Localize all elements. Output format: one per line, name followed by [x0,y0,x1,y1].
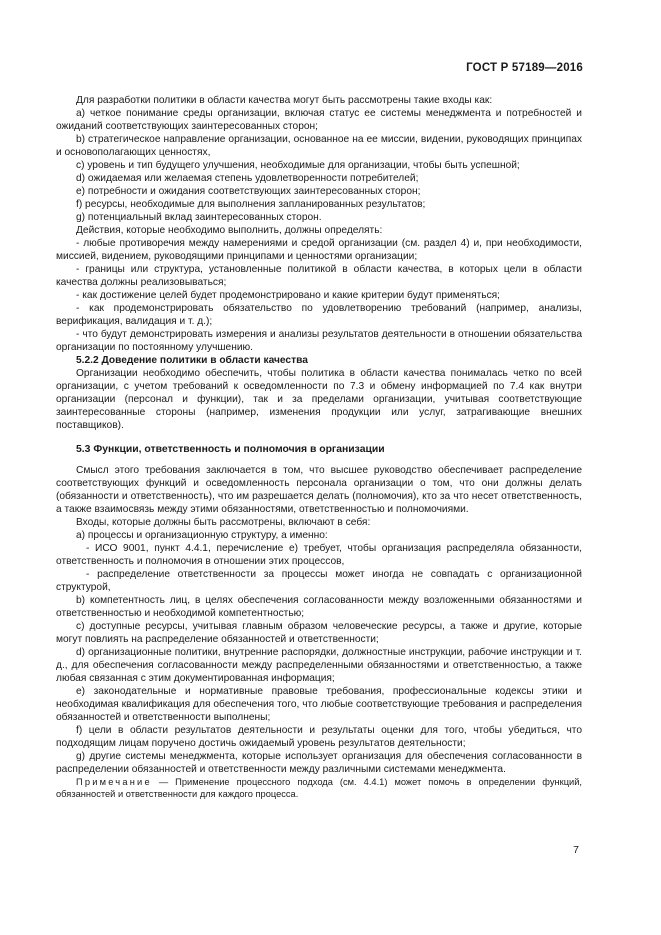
list-item: g) другие системы менеджмента, которые использует организация для обеспечения согласованности в распределении обязанностей и ответственности между различными системами менеджмента. [56,751,582,775]
paragraph: Действия, которые необходимо выполнить, должны определять: [76,225,383,236]
page-number: 7 [573,844,579,856]
list-item: - как продемонстрировать обязательство по удовлетворению требований (например, анализы, верификация, валидация и т. д.); [56,303,582,327]
note [56,776,582,800]
list-item: d) ожидаемая или желаемая степень удовлетворенности потребителей; [76,173,419,184]
list-item: f) цели в области результатов деятельности и результаты оценки для того, чтобы убедиться, что подходящим лицам поручено достичь ожидаемый уровень результатов деятельности; [56,725,582,749]
list-item: - границы или структура, установленные политикой в области качества, в которых цели в области качества должны реализовываться; [56,264,582,288]
section-heading: 5.3 Функции, ответственность и полномочия в организации [76,444,385,455]
paragraph: Входы, которые должны быть рассмотрены, включают в себя: [76,517,371,528]
nested-list-item: - ИСО 9001, пункт 4.4.1, перечисление е) требует, чтобы организация распределяла обязанности, ответственность и полномочия в отношении этих процессов, [56,543,582,567]
list-item: f) ресурсы, необходимые для выполнения запланированных результатов; [76,199,426,210]
list-item: b) компетентность лиц, в целях обеспечения согласованности между возложенными обязанностями и ответственностью и необходимой компетентностью; [56,595,582,619]
paragraph: Для разработки политики в области качества могут быть рассмотрены такие входы как: [76,95,493,106]
list-item: a) четкое понимание среды организации, включая статус ее системы менеджмента и потребностей и ожиданий соответствующих заинтересованных сторон; [56,108,582,132]
subsection-heading: 5.2.2 Доведение политики в области качества [76,355,308,366]
list-item: c) уровень и тип будущего улучшения, необходимые для организации, чтобы быть успешной; [76,160,520,171]
list-item: g) потенциальный вклад заинтересованных сторон. [76,212,322,223]
paragraph: Организации необходимо обеспечить, чтобы политика в области качества понималась четко по всей организации, с учетом требований к осведомленности по 7.3 и обмену информацией по 7.4 как внутри организации (персонал и функции), так и за пределами организации, учитывая соответствующие заинтересованные стороны (например, изменения продукции или услуг, затрагивающие внешних поставщиков). [56,368,582,431]
note-text: — Применение процессного подхода (см. 4.4.1) может помочь в определении функций, обязанностей и ответственности для каждого процесса. [56,777,582,799]
list-item: a) процессы и организационную структуру, а именно: [76,530,328,541]
list-item: - как достижение целей будет продемонстрировано и какие критерии будут применяться; [76,290,501,301]
list-item: e) потребности и ожидания соответствующих заинтересованных сторон; [76,186,421,197]
list-item: c) доступные ресурсы, учитывая главным образом человеческие ресурсы, а также и другие, которые могут повлиять на распределение обязанностей и ответственности; [56,621,582,645]
nested-list-item: - распределение ответственности за процессы может иногда не совпадать с организационной структурой, [56,569,582,593]
list-item: e) законодательные и нормативные правовые требования, профессиональные кодексы этики и необходимая квалификация для обеспечения того, что любые соответствующие требования и распределения обязанностей и ответственности выполнены; [56,686,582,723]
note-label: Примечание [76,777,152,787]
list-item: b) стратегическое направление организации, основанное на ее миссии, видении, руководящих принципах и основополагающих ценностях, [56,134,582,158]
document-code-header: ГОСТ Р 57189—2016 [466,62,583,74]
list-item: - что будут демонстрировать измерения и анализы результатов деятельности в отношении обязательства организации по постоянному улучшению. [56,329,582,353]
list-item: - любые противоречия между намерениями и средой организации (см. раздел 4) и, при необходимости, миссией, видением, руководящими принципами и ценностями организации; [56,238,582,262]
paragraph: Смысл этого требования заключается в том, что высшее руководство обеспечивает распределение соответствующих функций и осведомленность персонала организации о том, что они должны делать (обязанности и ответственность), что им разрешается делать (полномочия), кто за что несет ответственность, а также взаимосвязь между этими обязанностями, ответственностью и полномочиями. [56,465,582,515]
list-item: d) организационные политики, внутренние распорядки, должностные инструкции, рабочие инструкции и т. д., для обеспечения согласованности между распределенными обязанностями и ответственностью, а также любая связанная с этим документированная информация; [56,647,582,684]
document-body [56,94,582,800]
